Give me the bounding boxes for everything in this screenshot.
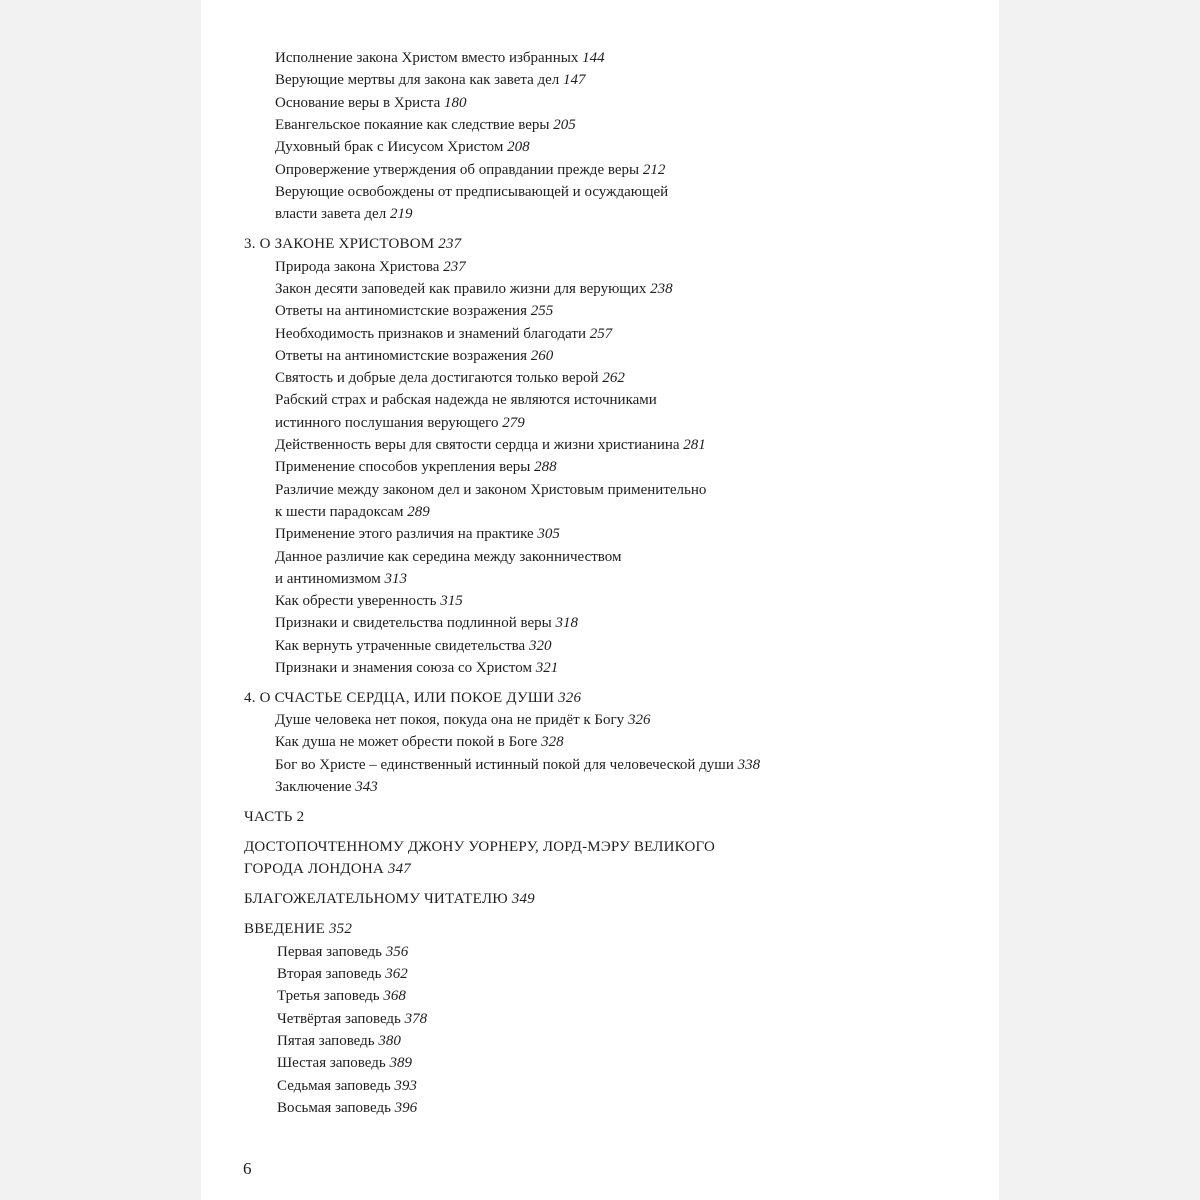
toc-page-number: 328 [541,734,564,750]
toc-entry [275,278,673,300]
toc-entry [275,69,586,91]
toc-page-number: 347 [387,861,411,877]
toc-entry-title: Исполнение закона Христом вместо избранных [275,50,579,66]
toc-entry-title: Вторая заповедь [277,966,382,982]
toc-entry-title: Как вернуть утраченные свидетельства [275,638,526,654]
toc-page-number: 219 [389,206,413,222]
toc-entry [275,523,560,545]
toc-entry [275,568,407,590]
toc-page-number: 279 [502,415,525,431]
toc-page-number: 396 [394,1100,418,1116]
toc-section-heading [244,233,461,255]
toc-entry-title: Душе человека нет покоя, покуда она не придёт к Богу [275,712,625,728]
toc-entry-title: Основание веры в Христа [275,95,441,111]
toc-page-number: 326 [558,690,582,706]
toc-page-number: 238 [650,281,673,297]
toc-entry [275,389,657,411]
toc-entry [275,754,760,776]
toc-entry [277,985,406,1007]
toc-entry [275,501,430,523]
toc-entry-title: Четвёртая заповедь [277,1011,401,1027]
toc-entry [275,92,467,114]
toc-entry [275,612,578,634]
toc-page-number: 260 [530,348,554,364]
toc-entry [275,367,625,389]
toc-page-number: 237 [438,236,462,252]
toc-entry-title: Применение этого различия на практике [275,526,534,542]
toc-entry [275,412,525,434]
toc-page-number: 315 [440,593,463,609]
toc-entry [275,114,576,136]
toc-entry-title: Пятая заповедь [277,1033,375,1049]
toc-entry [275,479,706,501]
toc-entry [275,776,378,798]
toc-entry-title: к шести парадоксам [275,504,404,520]
toc-page-number: 318 [555,615,578,631]
toc-section-heading [244,687,581,709]
book-page [201,0,999,1200]
toc-entry [275,657,558,679]
toc-section-title: ДОСТОПОЧТЕННОМУ ДЖОНУ УОРНЕРУ, ЛОРД-МЭРУ ВЕЛИКОГО [244,839,716,855]
toc-entry [275,136,530,158]
toc-entry-title: Духовный брак с Иисусом Христом [275,139,504,155]
toc-page-number: 205 [553,117,576,133]
toc-page-number: 281 [683,437,706,453]
toc-page-number: 362 [385,966,408,982]
toc-entry-title: Верующие мертвы для закона как завета дел [275,72,560,88]
toc-entry-title: Евангельское покаяние как следствие веры [275,117,550,133]
toc-page-number: 380 [378,1033,401,1049]
toc-section-title: ГОРОДА ЛОНДОНА [244,861,384,877]
toc-section-title: БЛАГОЖЕЛАТЕЛЬНОМУ ЧИТАТЕЛЮ [244,891,508,907]
toc-page-number: 321 [535,660,559,676]
toc-page-number: 343 [355,779,378,795]
toc-entry [275,709,650,731]
toc-entry [275,323,612,345]
toc-entry-title: Как обрести уверенность [275,593,437,609]
toc-entry-title: Святость и добрые дела достигаются только верой [275,370,599,386]
toc-page-number: 144 [582,50,605,66]
toc-entry [275,300,553,322]
toc-page-number: 255 [530,303,554,319]
toc-entry [275,434,706,456]
toc-page-number: 338 [737,757,761,773]
toc-entry [277,1008,427,1030]
toc-entry-title: Заключение [275,779,352,795]
toc-entry-title: Признаки и знамения союза со Христом [275,660,532,676]
toc-page-number: 368 [383,988,406,1004]
toc-entry-title: Рабский страх и рабская надежда не являются источниками [275,392,657,408]
toc-entry [277,1030,401,1052]
page-number: 6 [243,1159,252,1178]
toc-entry-title: Ответы на антиномистские возражения [275,303,528,319]
toc-entry [275,47,605,69]
toc-entry-title: Седьмая заповедь [277,1078,391,1094]
toc-page-number: 349 [511,891,535,907]
toc-entry-title: Применение способов укрепления веры [275,459,531,475]
toc-page-number: 262 [602,370,625,386]
toc-entry-title: власти завета дел [275,206,387,222]
toc-section-title: 3. О ЗАКОНЕ ХРИСТОВОМ [244,236,435,252]
toc-entry [275,635,551,657]
toc-section-heading [244,858,411,880]
toc-entry-title: Закон десяти заповедей как правило жизни для верующих [275,281,647,297]
toc-page-number: 352 [328,921,353,937]
toc-entry [277,941,408,963]
toc-entry [277,1075,417,1097]
toc-page-number: 212 [642,162,666,178]
toc-entry [275,345,553,367]
toc-entry-title: Признаки и свидетельства подлинной веры [275,615,552,631]
toc-section-title: ВВЕДЕНИЕ [244,921,325,937]
toc-entry-title: Опровержение утверждения об оправдании прежде веры [275,162,640,178]
toc-page-number: 237 [443,259,466,275]
toc-page-number: 313 [384,571,407,587]
toc-page-number: 289 [407,504,430,520]
toc-entry-title: Восьмая заповедь [277,1100,391,1116]
toc-page-number: 326 [627,712,651,728]
toc-page-number: 320 [528,638,552,654]
toc-entry-title: Ответы на антиномистские возражения [275,348,528,364]
toc-entry-title: Различие между законом дел и законом Христовым применительно [275,482,707,498]
toc-section-heading [244,888,535,910]
toc-part-title: ЧАСТЬ 2 [244,809,305,825]
toc-page-number: 288 [534,459,557,475]
toc-entry [277,963,408,985]
toc-entry-title: Данное различие как середина между законничеством [275,549,622,565]
toc-page-number: 356 [385,944,409,960]
toc-entry [275,181,668,203]
toc-page-number: 257 [589,326,613,342]
toc-entry-title: Верующие освобождены от предписывающей и осуждающей [275,184,669,200]
toc-entry [275,731,564,753]
toc-page-number: 180 [444,95,467,111]
toc-entry-title: Третья заповедь [277,988,380,1004]
toc-entry-title: и антиномизмом [275,571,381,587]
toc-page-number: 389 [389,1055,412,1071]
toc-page-number: 393 [394,1078,417,1094]
toc-entry-title: Первая заповедь [277,944,383,960]
toc-entry-title: Действенность веры для святости сердца и жизни христианина [275,437,680,453]
toc-entry [275,159,665,181]
toc-section-heading [244,836,715,858]
toc-entry [275,546,621,568]
toc-entry-title: Бог во Христе – единственный истинный покой для человеческой души [275,757,734,773]
toc-entry-title: Как душа не может обрести покой в Боге [275,734,538,750]
toc-entry-title: Необходимость признаков и знамений благодати [275,326,587,342]
toc-section-title: 4. О СЧАСТЬЕ СЕРДЦА, ИЛИ ПОКОЕ ДУШИ [244,690,555,706]
toc-entry [275,203,412,225]
toc-entry [277,1097,417,1119]
toc-entry [277,1052,412,1074]
toc-page-number: 305 [537,526,560,542]
toc-page-number: 147 [563,72,586,88]
toc-entry-title: Шестая заповедь [277,1055,386,1071]
toc-entry-title: Природа закона Христова [275,259,440,275]
toc-section-heading [244,918,352,940]
toc-page-number: 208 [507,139,530,155]
toc-page-number: 378 [404,1011,428,1027]
toc-entry [275,590,463,612]
toc-entry [275,456,557,478]
toc-entry-title: истинного послушания верующего [275,415,499,431]
toc-entry [275,256,466,278]
toc-part-heading [244,806,304,828]
